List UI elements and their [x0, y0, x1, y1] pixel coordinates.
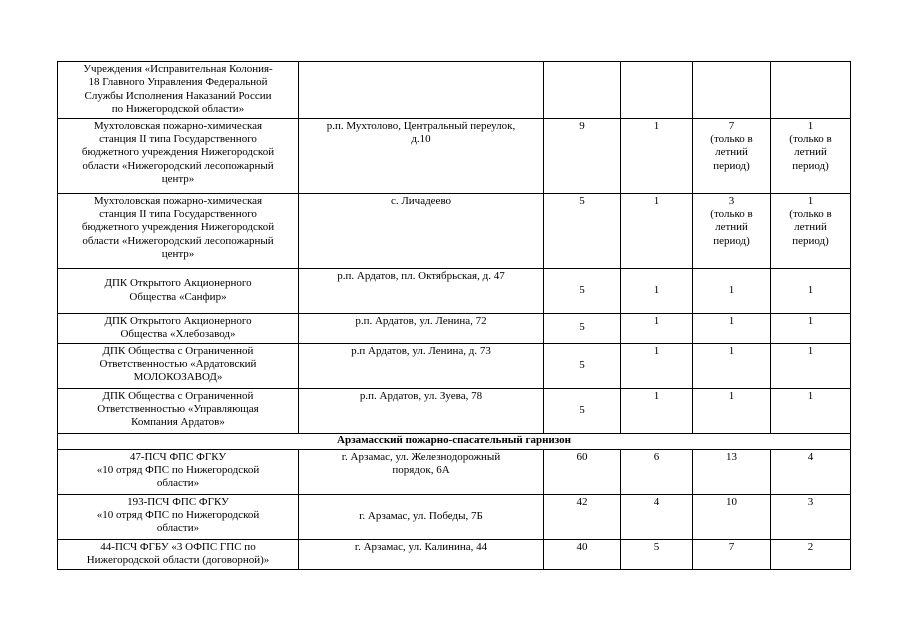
value-cell: 6	[621, 449, 693, 494]
address-cell: г. Арзамас, ул. Победы, 7Б	[299, 494, 544, 539]
value-cell: 5	[544, 313, 621, 343]
value-cell: 1	[621, 343, 693, 388]
table-row	[58, 118, 851, 193]
value-cell	[544, 62, 621, 119]
value-cell: 42	[544, 494, 621, 539]
value-cell: 5	[544, 388, 621, 433]
value-cell: 7 (только в летний период)	[693, 118, 771, 193]
value-cell: 1	[621, 313, 693, 343]
org-cell: Мухтоловская пожарно-химическая станция II типа Государственного бюджетного учреждения Нижегородской области «Нижегородский лесопожарный центр»	[58, 193, 299, 268]
value-cell: 5	[544, 193, 621, 268]
address-cell: р.п. Мухтолово, Центральный переулок, д.10	[299, 118, 544, 193]
table-row	[58, 449, 851, 494]
section-title: Арзамасский пожарно-спасательный гарнизон	[58, 433, 851, 449]
org-cell: Учреждения «Исправительная Колония- 18 Главного Управления Федеральной Службы Исполнения Наказаний России по Нижегородской области»	[58, 62, 299, 119]
value-cell	[693, 62, 771, 119]
org-cell: 193-ПСЧ ФПС ФГКУ «10 отряд ФПС по Нижегородской области»	[58, 494, 299, 539]
value-cell: 1 (только в летний период)	[771, 118, 851, 193]
table-row	[58, 494, 851, 539]
value-cell: 60	[544, 449, 621, 494]
value-cell: 1	[621, 388, 693, 433]
org-cell: ДПК Общества с Ограниченной Ответственностью «Ардатовский МОЛОКОЗАВОД»	[58, 343, 299, 388]
value-cell: 4	[621, 494, 693, 539]
value-cell: 9	[544, 118, 621, 193]
value-cell: 2	[771, 539, 851, 569]
address-cell: р.п Ардатов, ул. Ленина, д. 73	[299, 343, 544, 388]
value-cell: 1	[693, 313, 771, 343]
value-cell: 10	[693, 494, 771, 539]
org-cell: 47-ПСЧ ФПС ФГКУ «10 отряд ФПС по Нижегородской области»	[58, 449, 299, 494]
org-cell: ДПК Открытого Акционерного Общества «Санфир»	[58, 268, 299, 313]
value-cell: 1	[621, 268, 693, 313]
address-cell: г. Арзамас, ул. Железнодорожный порядок, 6А	[299, 449, 544, 494]
fire-departments-table	[57, 61, 851, 570]
value-cell: 1 (только в летний период)	[771, 193, 851, 268]
section-row	[58, 433, 851, 449]
org-cell: ДПК Открытого Акционерного Общества «Хлебозавод»	[58, 313, 299, 343]
value-cell	[771, 62, 851, 119]
value-cell: 3 (только в летний период)	[693, 193, 771, 268]
value-cell: 1	[771, 343, 851, 388]
value-cell: 4	[771, 449, 851, 494]
address-cell: с. Личадеево	[299, 193, 544, 268]
value-cell	[621, 62, 693, 119]
value-cell: 1	[771, 388, 851, 433]
value-cell: 40	[544, 539, 621, 569]
value-cell: 13	[693, 449, 771, 494]
address-cell: р.п. Ардатов, ул. Ленина, 72	[299, 313, 544, 343]
value-cell: 1	[621, 193, 693, 268]
table-row	[58, 268, 851, 313]
table-row	[58, 343, 851, 388]
org-cell: Мухтоловская пожарно-химическая станция II типа Государственного бюджетного учреждения Нижегородской области «Нижегородский лесопожарный центр»	[58, 118, 299, 193]
table-row	[58, 313, 851, 343]
value-cell: 3	[771, 494, 851, 539]
table-row	[58, 388, 851, 433]
address-cell: г. Арзамас, ул. Калинина, 44	[299, 539, 544, 569]
table-row	[58, 193, 851, 268]
value-cell: 5	[544, 268, 621, 313]
value-cell: 5	[544, 343, 621, 388]
value-cell: 1	[693, 388, 771, 433]
address-cell	[299, 62, 544, 119]
table-row	[58, 62, 851, 119]
table-row	[58, 539, 851, 569]
value-cell: 1	[693, 268, 771, 313]
value-cell: 1	[771, 313, 851, 343]
address-cell: р.п. Ардатов, ул. Зуева, 78	[299, 388, 544, 433]
value-cell: 1	[771, 268, 851, 313]
value-cell: 1	[693, 343, 771, 388]
value-cell: 7	[693, 539, 771, 569]
org-cell: ДПК Общества с Ограниченной Ответственностью «Управляющая Компания Ардатов»	[58, 388, 299, 433]
org-cell: 44-ПСЧ ФГБУ «3 ОФПС ГПС по Нижегородской области (договорной)»	[58, 539, 299, 569]
address-cell: р.п. Ардатов, пл. Октябрьская, д. 47	[299, 268, 544, 313]
value-cell: 5	[621, 539, 693, 569]
value-cell: 1	[621, 118, 693, 193]
